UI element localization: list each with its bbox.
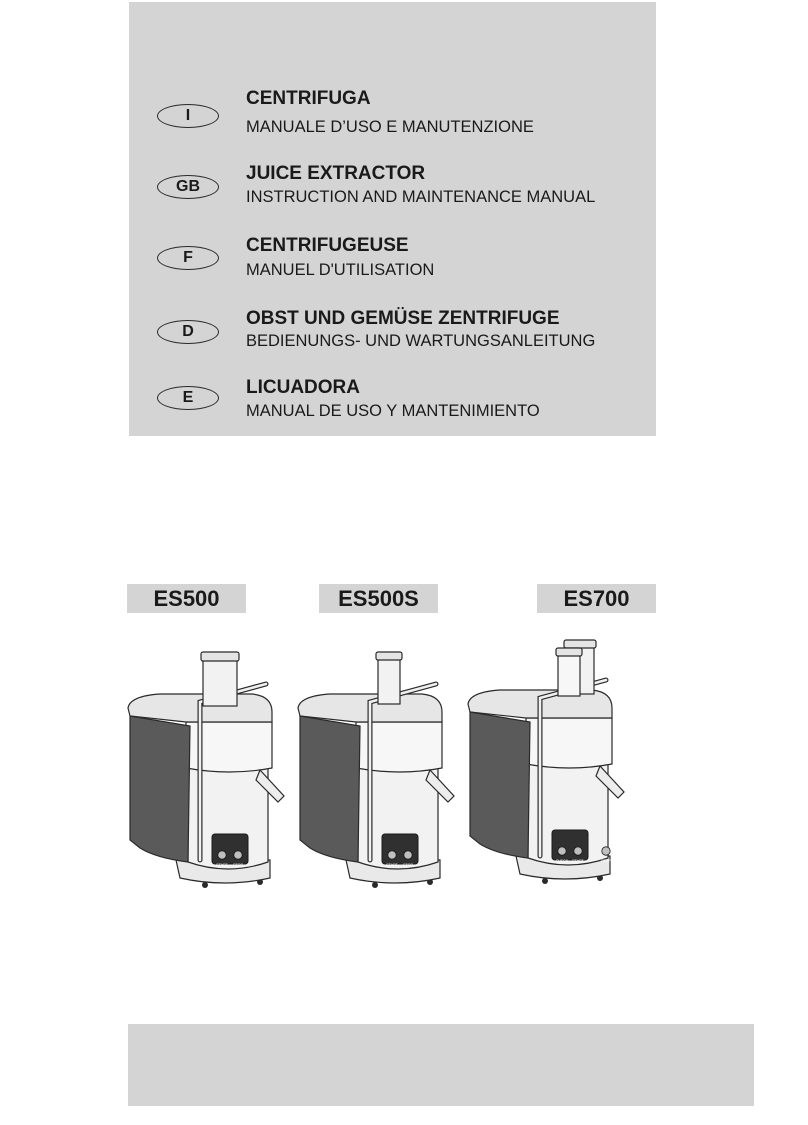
language-code-badge: GB <box>157 175 219 199</box>
button-caption: START <box>572 859 584 863</box>
footer-panel <box>128 1024 754 1106</box>
language-code-badge: E <box>157 386 219 410</box>
language-subtitle: INSTRUCTION AND MAINTENANCE MANUAL <box>246 188 596 206</box>
language-title: JUICE EXTRACTOR <box>246 163 426 184</box>
button-caption: STOP <box>233 863 243 867</box>
language-row-spanish <box>129 375 656 435</box>
button-caption: STOP <box>403 863 413 867</box>
button-caption: STOP <box>601 859 611 863</box>
language-subtitle: MANUAL DE USO Y MANTENIMIENTO <box>246 402 540 420</box>
model-label-es500: ES500 <box>127 584 246 613</box>
button-caption: CHECK <box>555 859 569 863</box>
juicer-es700-illustration <box>468 640 624 884</box>
language-subtitle: MANUEL D'UTILISATION <box>246 261 435 279</box>
language-title: CENTRIFUGEUSE <box>246 235 409 256</box>
language-code-badge: I <box>157 104 219 128</box>
model-label-es700: ES700 <box>537 584 656 613</box>
juicer-es500-illustration <box>128 652 284 888</box>
language-row-german <box>129 305 656 365</box>
language-title: LICUADORA <box>246 377 360 398</box>
language-subtitle: BEDIENUNGS- UND WARTUNGSANLEITUNG <box>246 332 596 350</box>
button-caption: START <box>216 863 228 867</box>
language-subtitle: MANUALE D’USO E MANUTENZIONE <box>246 118 534 136</box>
language-row-french <box>129 232 656 292</box>
button-caption: START <box>386 863 398 867</box>
language-title: OBST UND GEMÜSE ZENTRIFUGE <box>246 308 560 329</box>
model-label-es500s: ES500S <box>319 584 438 613</box>
language-title: CENTRIFUGA <box>246 88 371 109</box>
language-row-italian <box>129 84 656 144</box>
juicer-es500s-illustration <box>298 652 454 888</box>
product-illustrations <box>120 630 640 900</box>
language-row-english <box>129 160 656 220</box>
language-code-badge: D <box>157 320 219 344</box>
language-panel <box>129 2 656 436</box>
language-code-badge: F <box>157 246 219 270</box>
